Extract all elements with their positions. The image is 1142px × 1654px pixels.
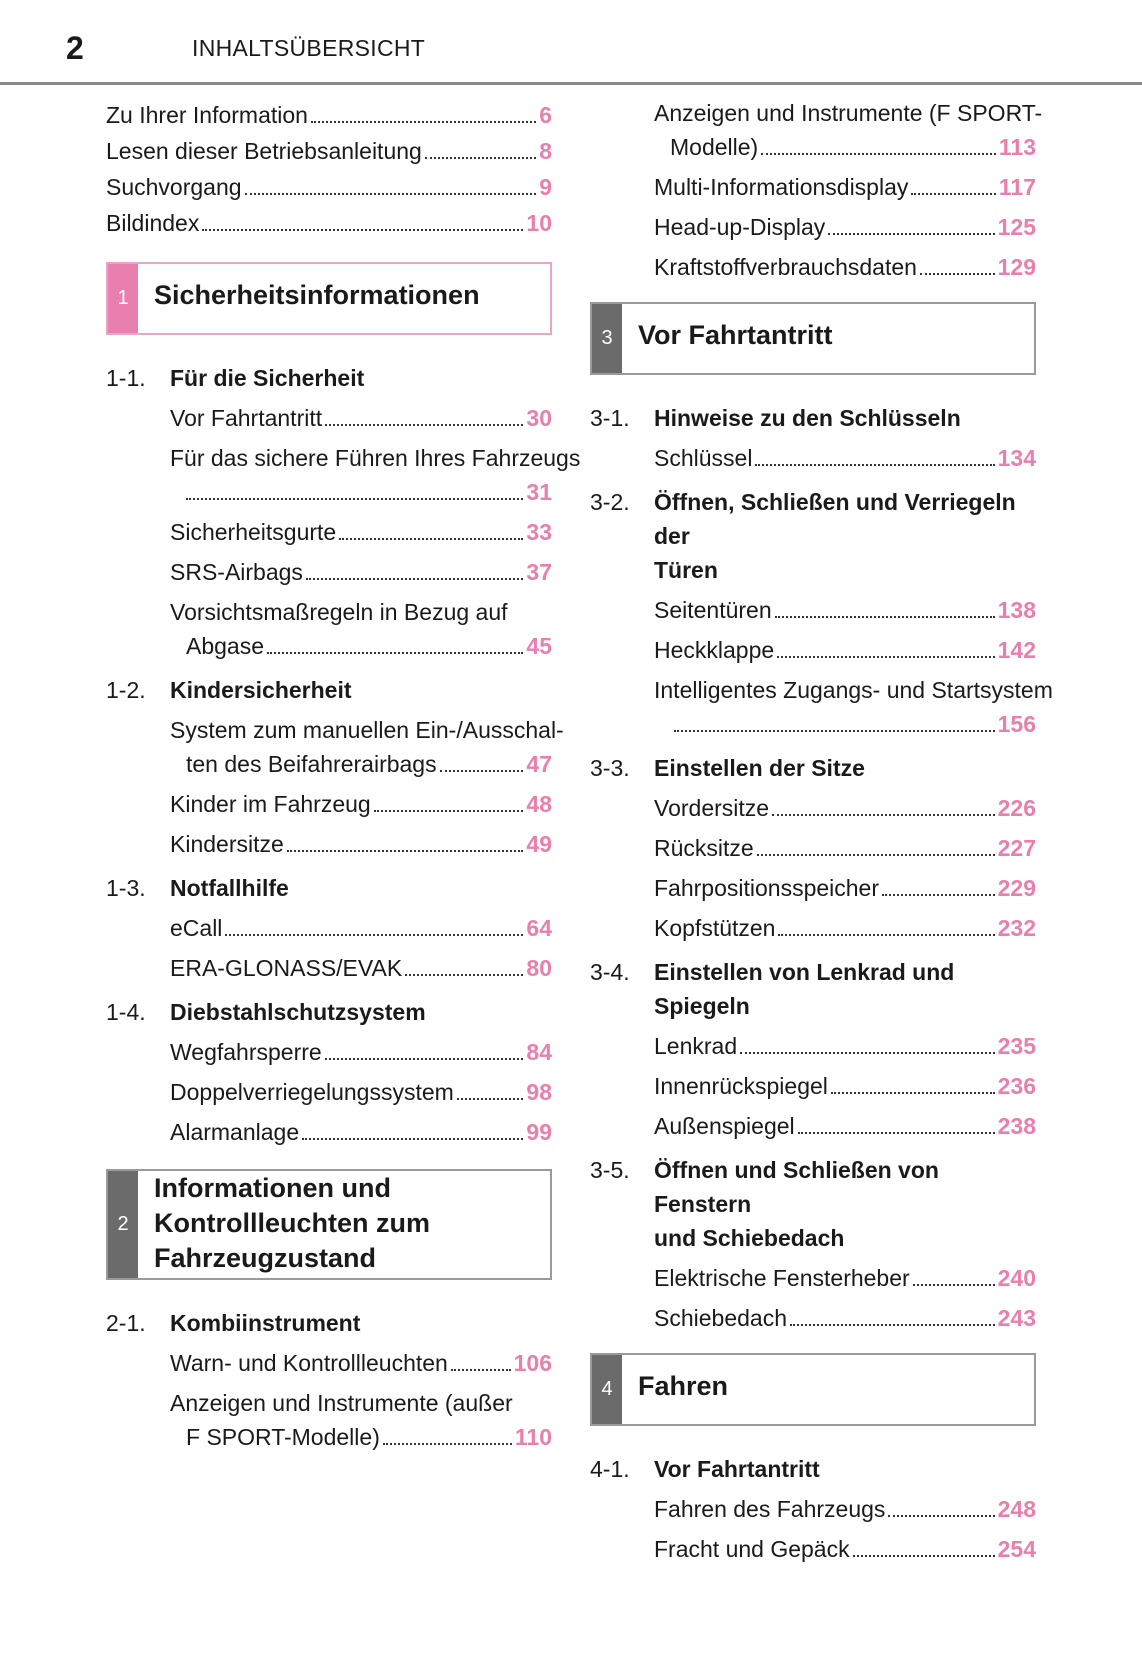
toc-entry-line[interactable]: Intelligentes Zugangs- und Startsystem (654, 677, 1053, 703)
toc-entry[interactable]: Wegfahrsperre 84 (170, 1039, 552, 1065)
toc-entry-cont[interactable]: ten des Beifahrerairbags 47 (186, 751, 552, 777)
toc-entry[interactable]: Lenkrad 235 (654, 1033, 1036, 1059)
toc-entry-line[interactable]: Anzeigen und Instrumente (außer (170, 1390, 513, 1416)
toc-entry[interactable]: Kopfstützen 232 (654, 915, 1036, 941)
chapter-title: Informationen und Kontrollleuchten zum Fahrzeugzustand (154, 1173, 430, 1273)
section-heading[interactable]: 4-1. Vor Fahrtantritt (590, 1456, 820, 1482)
header-title: INHALTSÜBERSICHT (192, 35, 426, 61)
section-heading[interactable]: 1-3. Notfallhilfe (106, 875, 289, 901)
section-heading[interactable]: 1-1. Für die Sicherheit (106, 365, 365, 391)
chapter-title: Vor Fahrtantritt (638, 320, 833, 350)
toc-entry[interactable]: Fracht und Gepäck 254 (654, 1536, 1036, 1562)
toc-entry-line[interactable]: System zum manuellen Ein-/Ausschal- (170, 717, 564, 743)
toc-entry[interactable]: Schlüssel 134 (654, 445, 1036, 471)
toc-entry[interactable]: ERA-GLONASS/EVAK 80 (170, 955, 552, 981)
toc-left-column (106, 96, 581, 1454)
toc-right-column (590, 96, 1053, 1566)
toc-entry[interactable]: Alarmanlage 99 (170, 1119, 552, 1145)
section-heading[interactable]: 3-2. Öffnen, Schließen und Verriegeln der Türen (590, 489, 1016, 583)
toc-entry[interactable]: Außenspiegel 238 (654, 1113, 1036, 1139)
toc-entry-line[interactable]: Für das sichere Führen Ihres Fahrzeugs (170, 445, 581, 471)
page-ref: 9 (539, 174, 552, 200)
toc-entry-line[interactable]: Anzeigen und Instrumente (F SPORT- (654, 100, 1043, 126)
section-heading[interactable]: 3-5. Öffnen und Schließen von Fenstern und Schiebedach (590, 1157, 939, 1251)
toc-entry[interactable]: Kindersitze 49 (170, 831, 552, 857)
page-number: 2 (66, 30, 84, 66)
section-heading[interactable]: 3-1. Hinweise zu den Schlüsseln (590, 405, 961, 431)
chapter-2-box[interactable] (106, 1169, 552, 1280)
chapter-title: Sicherheitsinformationen (154, 280, 480, 310)
toc-entry[interactable]: Head-up-Display 125 (654, 214, 1036, 240)
page-ref: 10 (526, 210, 552, 236)
toc-entry[interactable]: Fahren des Fahrzeugs 248 (654, 1496, 1036, 1522)
toc-entry[interactable]: Bildindex 10 (106, 204, 552, 240)
toc-entry-cont[interactable]: Modelle) 113 (670, 134, 1036, 160)
toc-entry[interactable]: eCall 64 (170, 915, 552, 941)
toc-entry-line[interactable]: Vorsichtsmaßregeln in Bezug auf (170, 599, 508, 625)
section-heading[interactable]: 3-4. Einstellen von Lenkrad und Spiegeln (590, 959, 955, 1019)
toc-entry[interactable]: Kraftstoffverbrauchsdaten 129 (654, 254, 1036, 280)
section-heading[interactable]: 1-2. Kindersicherheit (106, 677, 352, 703)
chapter-tab: 3 (592, 304, 622, 373)
toc-entry[interactable]: Lesen dieser Betriebsanleitung 8 (106, 132, 552, 168)
toc-entry[interactable]: Seitentüren 138 (654, 597, 1036, 623)
chapter-3-box[interactable] (590, 302, 1036, 375)
toc-entry[interactable]: Schiebedach 243 (654, 1305, 1036, 1331)
chapter-4-box[interactable] (590, 1353, 1036, 1426)
toc-entry-cont[interactable]: 31 (106, 475, 552, 509)
section-heading[interactable]: 1-4. Diebstahlschutzsystem (106, 999, 426, 1025)
toc-entry[interactable]: Innenrückspiegel 236 (654, 1073, 1036, 1099)
chapter-1-box[interactable] (106, 262, 552, 335)
toc-entry[interactable]: Zu Ihrer Information 6 (106, 96, 552, 132)
toc-entry[interactable]: Fahrpositionsspeicher 229 (654, 875, 1036, 901)
toc-entry[interactable]: Sicherheitsgurte 33 (170, 519, 552, 545)
toc-entry[interactable]: Elektrische Fensterheber 240 (654, 1265, 1036, 1291)
page-header (0, 0, 1142, 85)
section-heading[interactable]: 3-3. Einstellen der Sitze (590, 755, 865, 781)
chapter-title: Fahren (638, 1371, 729, 1401)
chapter-tab: 1 (108, 264, 138, 333)
toc-entry-cont[interactable]: F SPORT-Modelle) 110 (186, 1424, 552, 1450)
section-heading[interactable]: 2-1. Kombiinstrument (106, 1310, 361, 1336)
toc-entry[interactable]: Warn- und Kontrollleuchten 106 (170, 1350, 552, 1376)
toc-entry[interactable]: Rücksitze 227 (654, 835, 1036, 861)
toc-entry-cont[interactable]: Abgase 45 (186, 633, 552, 659)
toc-entry[interactable]: Doppelverriegelungssystem 98 (170, 1079, 552, 1105)
toc-entry[interactable]: Vordersitze 226 (654, 795, 1036, 821)
toc-entry[interactable]: Kinder im Fahrzeug 48 (170, 791, 552, 817)
chapter-tab: 2 (108, 1171, 138, 1278)
toc-entry[interactable]: Suchvorgang 9 (106, 168, 552, 204)
toc-entry[interactable]: Multi-Informationsdisplay 117 (654, 174, 1036, 200)
page-ref: 6 (539, 102, 552, 128)
chapter-tab: 4 (592, 1355, 622, 1424)
page-ref: 8 (539, 138, 552, 164)
toc-entry[interactable]: Heckklappe 142 (654, 637, 1036, 663)
toc-entry[interactable]: Vor Fahrtantritt 30 (170, 405, 552, 431)
toc-entry-cont[interactable]: 156 (590, 707, 1036, 741)
toc-entry[interactable]: SRS-Airbags 37 (170, 559, 552, 585)
